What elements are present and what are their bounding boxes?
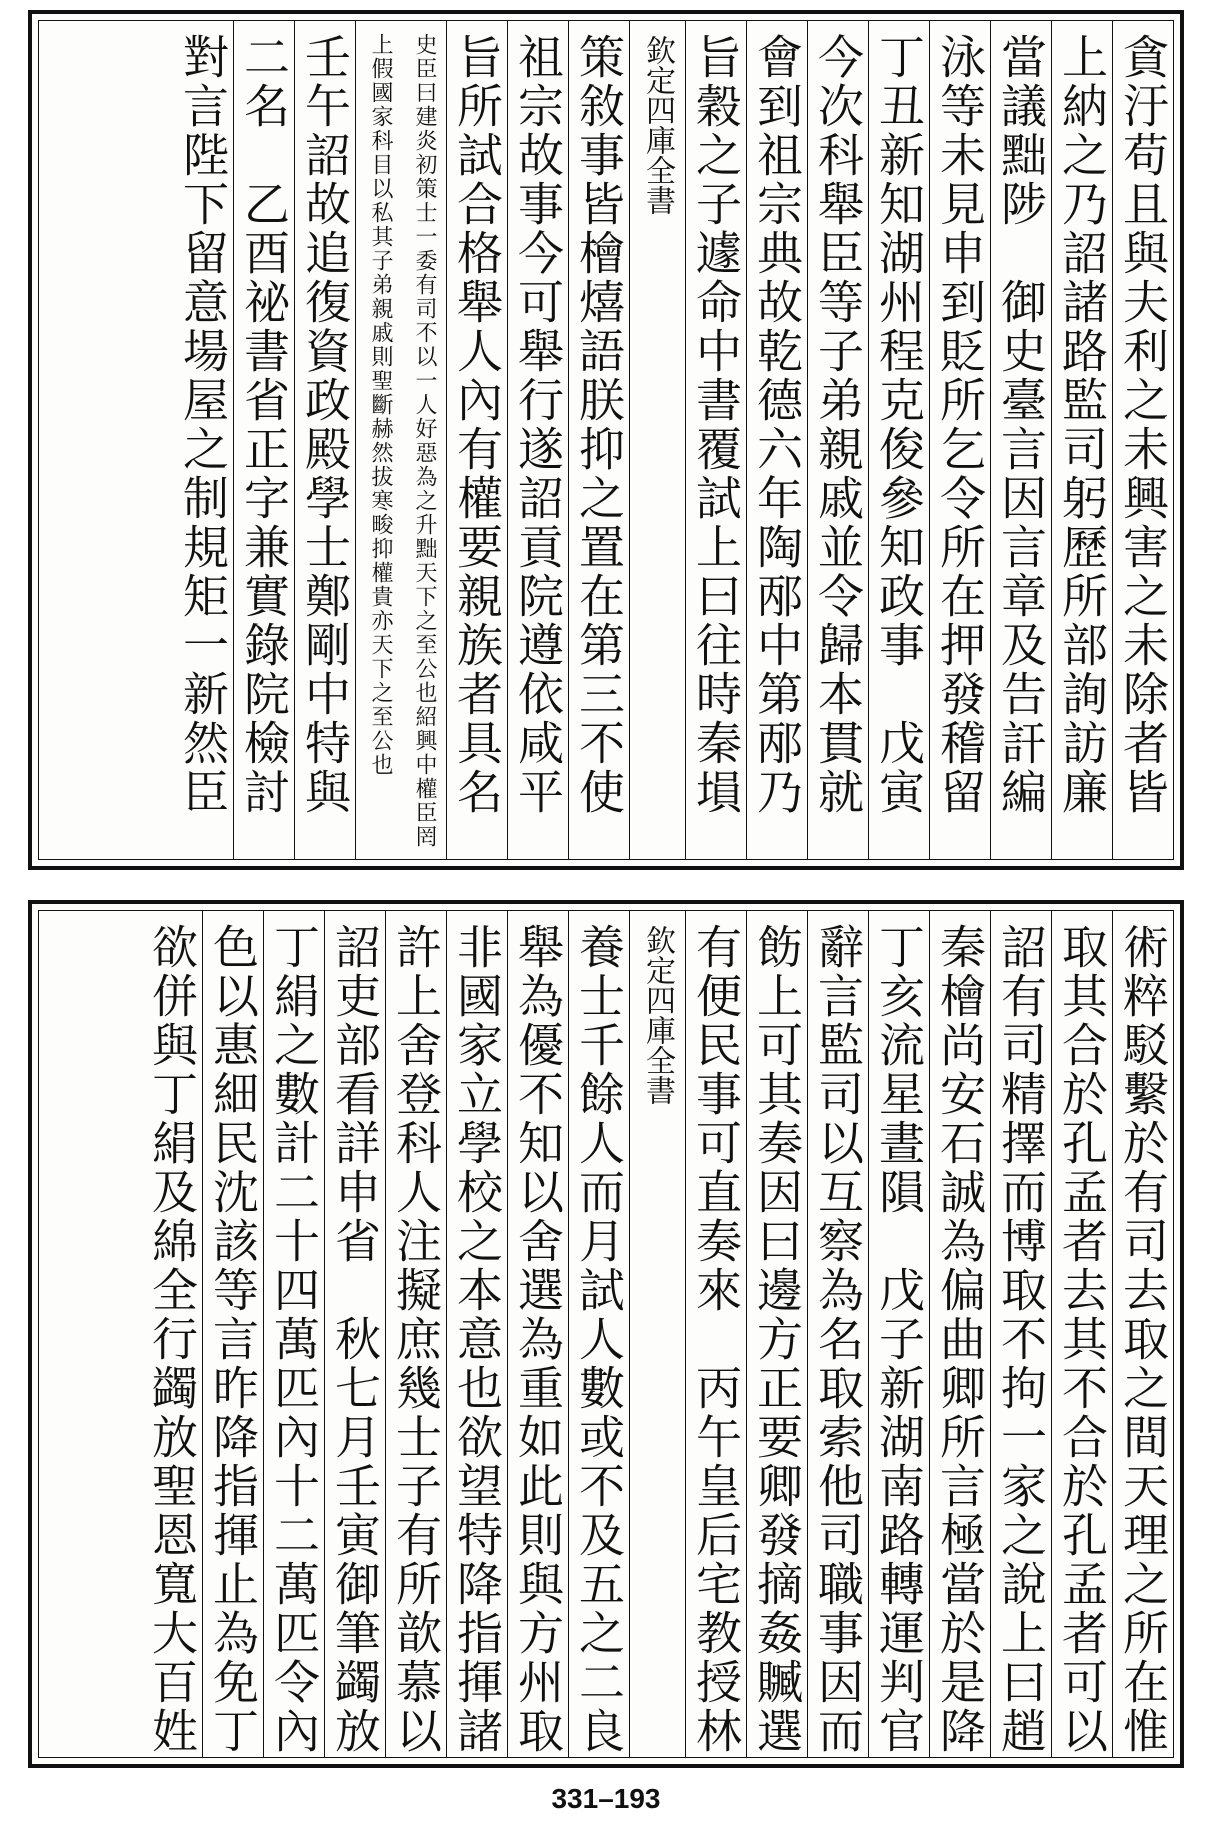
text-column: 術粹駁繫於有司去取之間天理之所在惟 [1112,911,1173,1757]
top-page-frame [28,10,1184,870]
text-column: 泳等未見申到貶所乞令所在押發稽留 [929,21,990,859]
fold-center-column [629,21,685,859]
bottom-page-frame [28,900,1184,1768]
commentary-note-column: 史臣曰建炎初策士一委有司不以一人好惡為之升黜天下之至公也紹興中權臣罔上假國家科目以私其子弟親戚則聖斷赫然拔寒畯抑權貴亦天下之至公也 [355,21,446,859]
page-number-footer: 331–193 [551,1783,661,1814]
text-column: 貪汙苟且與夫利之未興害之未除者皆 [1112,21,1173,859]
top-page-columns [39,21,1173,859]
text-column: 旨所試合格舉人內有權要親族者具名 [446,21,507,859]
text-column: 秦檜尚安石誠為偏曲卿所言極當於是降 [929,911,990,1757]
text-column: 今次科舉臣等子弟親戚並令歸本貫就 [807,21,868,859]
text-column: 當議黜陟 御史臺言因言章及告訐編 [990,21,1051,859]
text-column: 有便民事可直奏來 丙午皇后宅教授林 [685,911,746,1757]
text-column: 二名 乙酉祕書省正字兼實錄院檢討 [233,21,294,859]
text-column: 丁亥流星晝隕 戊子新湖南路轉運判官 [868,911,929,1757]
text-column: 策敘事皆檜熺語朕抑之置在第三不使 [568,21,629,859]
top-page-inner-border [38,20,1174,860]
bottom-page-columns [39,911,1173,1757]
text-column: 色以惠細民沈該等言昨降指揮止為免丁 [202,911,263,1757]
bottom-page-inner-border [38,910,1174,1758]
fold-center-column [629,911,685,1757]
text-column: 祖宗故事今可舉行遂詔貢院遵依咸平 [507,21,568,859]
text-column: 詔吏部看詳申省 秋七月壬寅御筆蠲放 [324,911,385,1757]
book-title-caption: 欽定四庫全書 [640,35,675,215]
text-column: 丁絹之數計二十四萬匹內十二萬匹令內 [263,911,324,1757]
text-column: 詔有司精擇而博取不拘一家之說上曰趙 [990,911,1051,1757]
text-column: 養士千餘人而月試人數或不及五之二良 [568,911,629,1757]
text-column: 對言陛下留意場屋之制規矩一新然臣 [176,33,230,817]
text-column: 丁丑新知湖州程克俊參知政事 戊寅 [868,21,929,859]
text-column: 欲併與丁絹及綿全行蠲放聖恩寬大百姓 [145,923,199,1756]
text-column: 舉為優不知以舍選為重如此則與方州取 [507,911,568,1757]
text-column: 會到祖宗典故乾德六年陶邴中第邴乃 [746,21,807,859]
text-column: 壬午詔故追復資政殿學士鄭剛中特與 [294,21,355,859]
text-column: 上納之乃詔諸路監司躬歷所部詢訪廉 [1051,21,1112,859]
book-title-caption: 欽定四庫全書 [640,925,675,1105]
text-column: 飭上可其奏因曰邊方正要卿發摘姦贓選 [746,911,807,1757]
text-column: 取其合於孔孟者去其不合於孔孟者可以 [1051,911,1112,1757]
text-column: 辭言監司以互察為名取索他司職事因而 [807,911,868,1757]
text-column: 非國家立學校之本意也欲望特降指揮諸 [446,911,507,1757]
text-column: 旨穀之子遽命中書覆試上曰往時秦塤 [685,21,746,859]
text-column: 許上舍登科人注擬庶幾士子有所歆慕以 [385,911,446,1757]
